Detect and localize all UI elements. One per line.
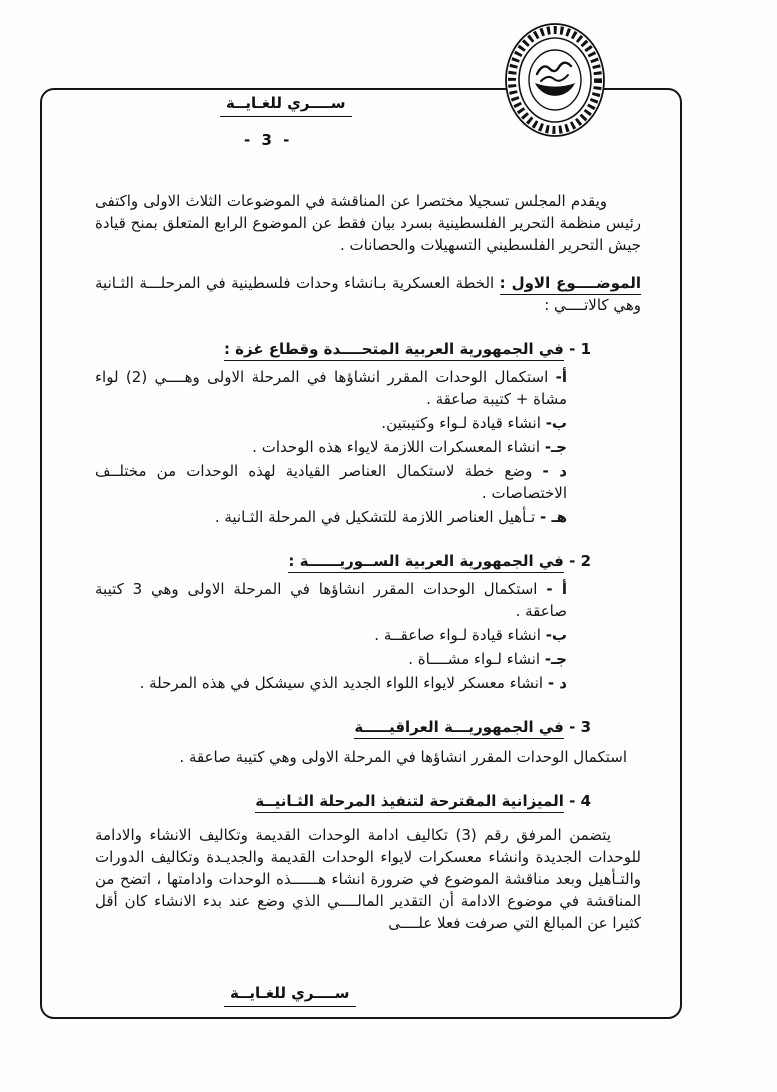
section-number: 3 - (569, 718, 591, 736)
section-title: الميزانية المقترحة لتنفيذ المرحلة الثـانيــة (255, 792, 564, 813)
section-item-list (95, 366, 641, 528)
item-text: وضع خطة لاستكمال العناصر القيادية لهذه الوحدات من مختلــف الاختصاصات . (95, 462, 567, 502)
section-heading (95, 790, 641, 812)
list-item (95, 412, 641, 434)
section-title: في الجمهوريـــة العراقيـــــة (354, 718, 564, 739)
item-label: د - (547, 674, 567, 692)
item-label: ب- (545, 626, 567, 644)
item-text: انشاء قيادة لـواء صاعقــة . (374, 626, 541, 644)
list-item (95, 648, 641, 670)
item-text: انشاء المعسكرات اللازمة لايواء هذه الوحدات . (252, 438, 541, 456)
section-body: استكمال الوحدات المقرر انشاؤها في المرحلة الاولى وهي كتيبة صاعقة . (179, 748, 627, 766)
section-heading (95, 550, 641, 572)
item-label: أ- (555, 368, 567, 386)
document-body (95, 190, 641, 934)
section-number: 1 - (569, 340, 591, 358)
classification-banner-bottom: ســــري للغـايــة (224, 984, 356, 1007)
classification-banner-top: ســــري للغـايــة (220, 94, 352, 117)
item-text: انشاء معسكر لايواء اللواء الجديد الذي سيشكل في هذه المرحلة . (139, 674, 544, 692)
section-syria (95, 550, 641, 694)
section-heading (95, 338, 641, 360)
list-item (95, 578, 641, 622)
list-item (95, 460, 641, 504)
section-body: يتضمن المرفق رقم (3) تكاليف ادامة الوحدات القديمة وتكاليف الانشاء والادامة للوحدات الجديدة وانشاء معسكرات لايواء الوحدات القديمة والجديـدة وتكاليف الدورات والتـأهيل وبعد مناقشة الموضوع في ضرورة انشاء هــــــذه الوحدات وادامتها ، اتضح من المناقشة في موضوع الادامة أن التقدير المالــــي الذي وضع عند بدء الانشاء كان أقل كثيرا عن المبالغ التي صرفت فعلا علــــى (95, 826, 641, 932)
list-item (95, 506, 641, 528)
section-item-list (95, 578, 641, 694)
section-title: في الجمهورية العربية المتحــــدة وقطاع غزة : (224, 340, 564, 361)
item-label: هـ - (540, 508, 567, 526)
section-title: في الجمهورية العربية الســوريــــــة : (288, 552, 563, 573)
list-item (95, 436, 641, 458)
section-uar-gaza (95, 338, 641, 528)
topic-one-paragraph (95, 272, 641, 316)
list-item (95, 624, 641, 646)
section-iraq (95, 716, 641, 768)
section-number: 4 - (569, 792, 591, 810)
item-label: جـ- (544, 438, 567, 456)
item-text: تـأهيل العناصر اللازمة للتشكيل في المرحلة الثـانية . (214, 508, 536, 526)
section-number: 2 - (569, 552, 591, 570)
section-budget (95, 790, 641, 934)
item-label: ب- (545, 414, 567, 432)
section-heading (95, 716, 641, 738)
list-item (95, 366, 641, 410)
page-number: - 3 - (244, 131, 293, 149)
item-text: استكمال الوحدات المقرر انشاؤها في المرحلة الاولى وهــــي (2) لواء مشاة + كتيبة صاعقة . (95, 368, 567, 408)
topic-one-text: الخطة العسكرية بـانشاء وحدات فلسطينية في المرحلـــة الثـانية وهي كالاتــــي : (95, 274, 641, 314)
item-text: انشاء لـواء مشــــاة . (408, 650, 541, 668)
item-text: استكمال الوحدات المقرر انشاؤها في المرحلة الاولى وهي 3 كتيبة صاعقة . (95, 580, 567, 620)
arab-league-emblem-icon (504, 22, 606, 138)
intro-paragraph: ويقدم المجلس تسجيلا مختصرا عن المناقشة في الموضوعات الثلاث الاولى واكتفى رئيس منظمة التحرير الفلسطينية بسرد بيان فقط عن الموضوع الرابع المتعلق بمنح قيادة جيش التحرير الفلسطيني التسهيلات والحصانات . (95, 192, 641, 254)
item-label: أ - (546, 580, 568, 598)
list-item (95, 672, 641, 694)
topic-one-heading: الموضــــوع الاول : (500, 274, 641, 295)
item-label: د - (542, 462, 567, 480)
item-label: جـ- (544, 650, 567, 668)
item-text: انشاء قيادة لـواء وكتيبتين. (381, 414, 541, 432)
